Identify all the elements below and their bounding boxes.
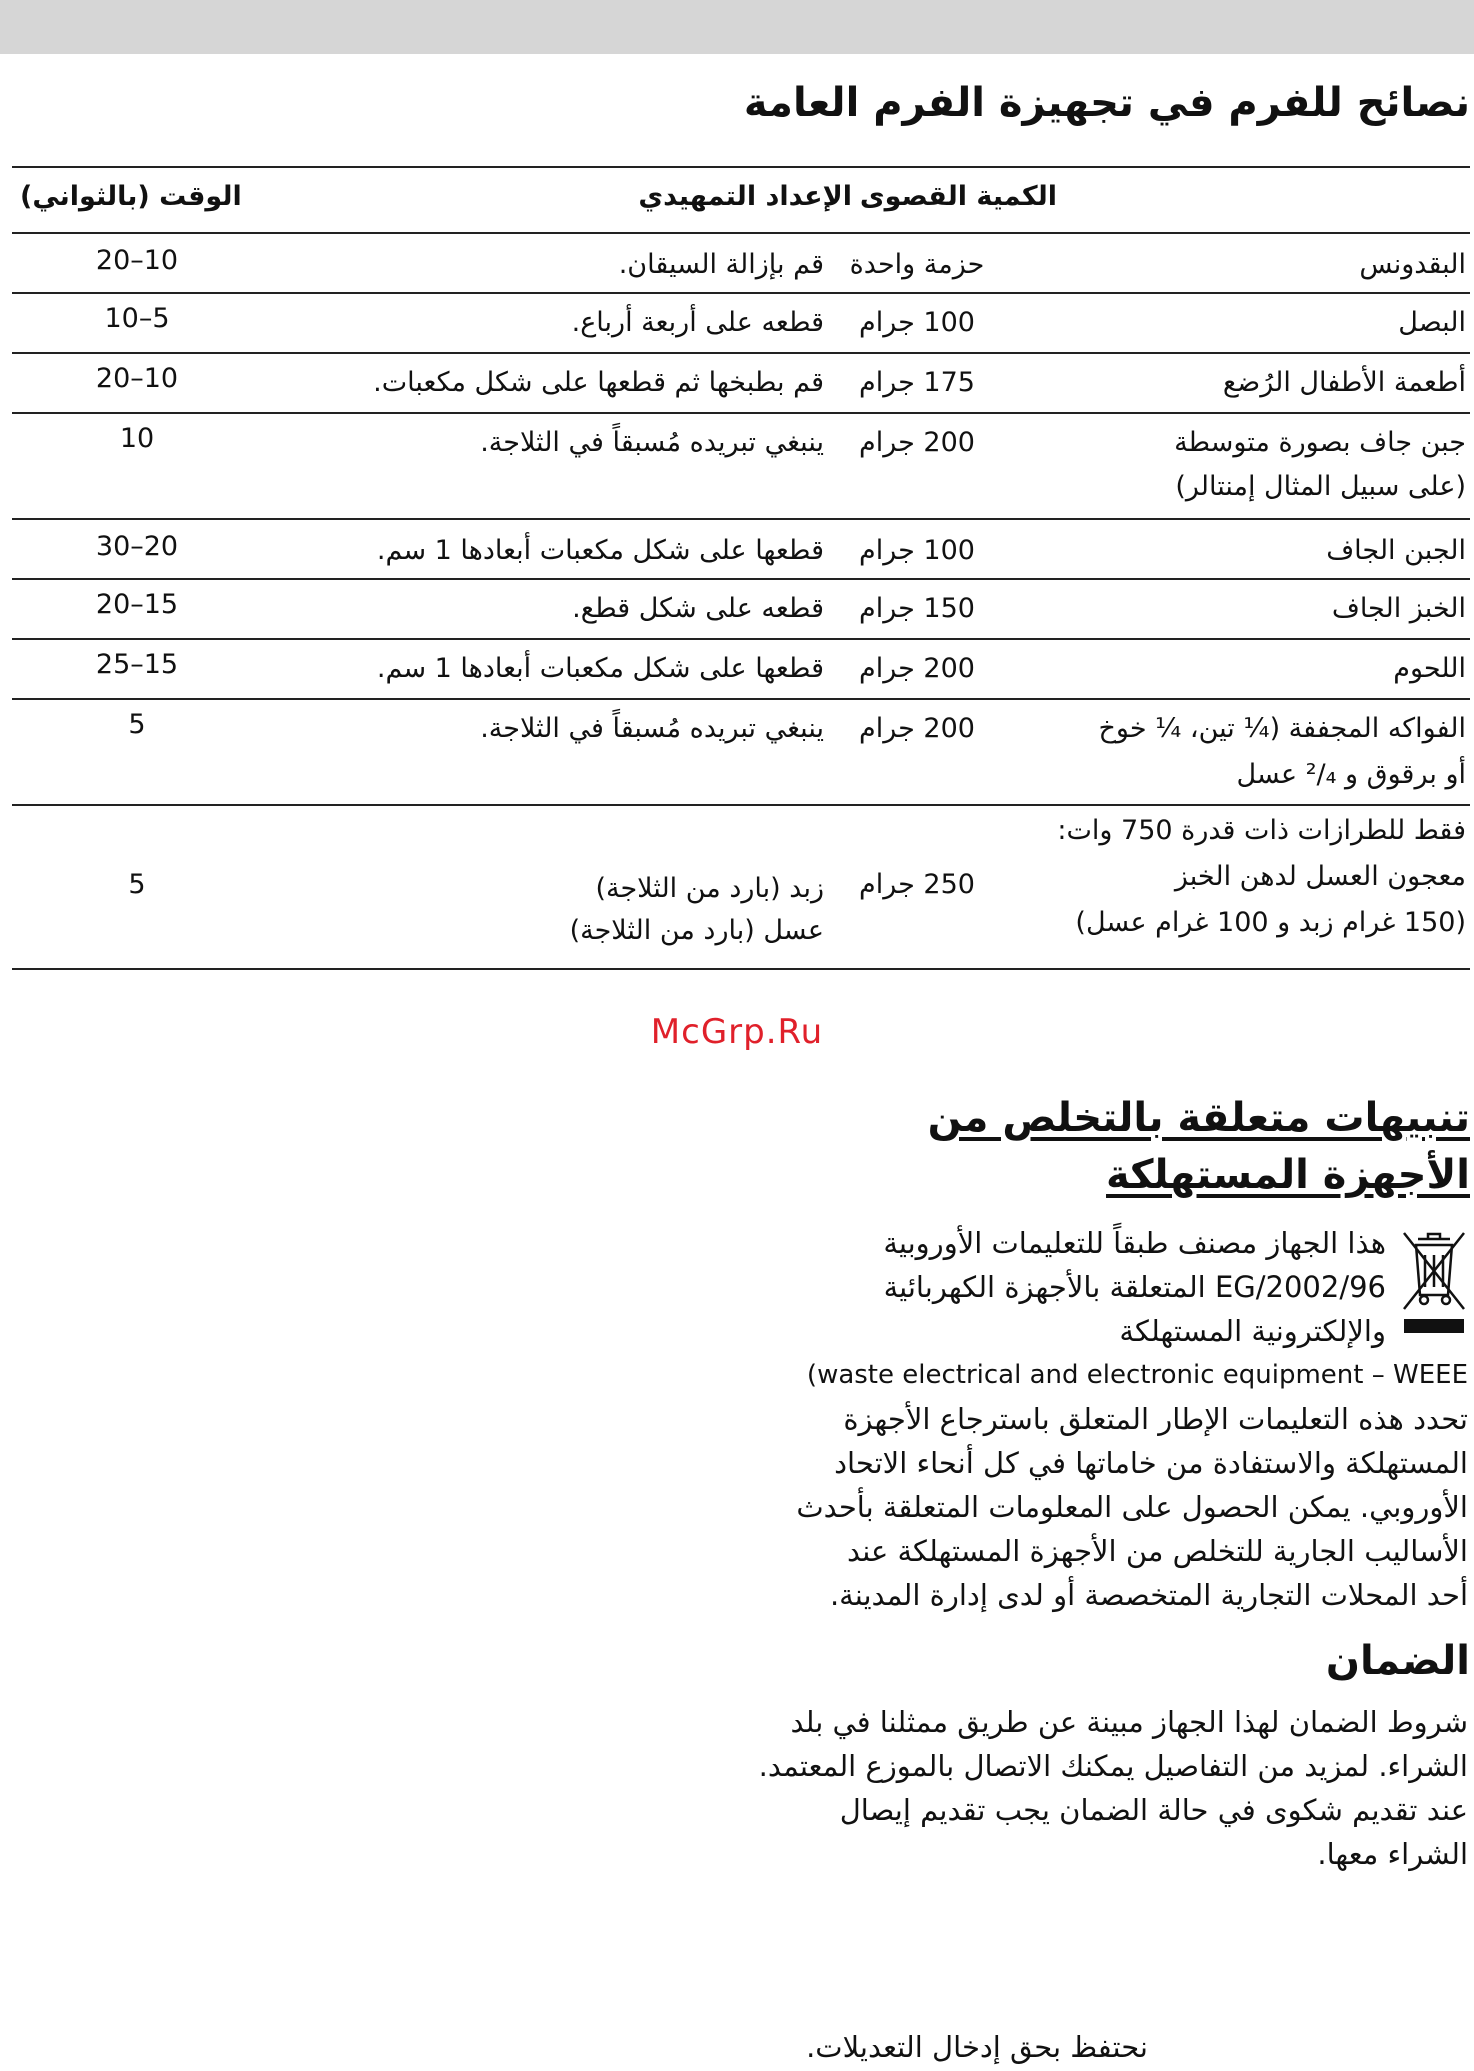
footer-note: نحتفظ بحق إدخال التعديلات.: [806, 2030, 1148, 2064]
cell-food: فقط للطرازات ذات قدرة 750 وات:: [1057, 815, 1466, 846]
chopping-table: [12, 166, 1470, 970]
cell-time: 10–20: [95, 363, 179, 394]
cell-prep-line2: عسل (بارد من الثلاجة): [569, 915, 824, 946]
cell-food: جبن جاف بصورة متوسطة: [1174, 427, 1466, 458]
cell-food: الفواكه المجففة (¼ تين، ¼ خوخ: [1098, 713, 1466, 744]
cell-food: أطعمة الأطفال الرُضع: [1222, 367, 1466, 398]
cell-quantity: 100 جرام: [859, 307, 975, 338]
cell-time: 15–20: [95, 589, 179, 620]
cell-time: 15–25: [95, 649, 179, 680]
cell-food: البقدونس: [1359, 249, 1466, 280]
cell-prep: قطعه على شكل قطع.: [572, 593, 824, 624]
warranty-line: عند تقديم شكوى في حالة الضمان يجب تقديم إيصال: [839, 1793, 1468, 1827]
cell-food-line2: (على سبيل المثال إمنتالر): [1175, 471, 1466, 502]
header-time: الوقت (بالثواني): [20, 181, 242, 212]
table-row: [12, 806, 1470, 970]
disposal-text: [796, 1221, 1468, 1617]
warranty-line: الشراء معها.: [1317, 1837, 1468, 1871]
watermark: McGrp.Ru: [650, 1012, 824, 1052]
cell-quantity: 200 جرام: [859, 653, 975, 684]
cell-prep: قم بطبخها ثم قطعها على شكل مكعبات.: [373, 367, 824, 398]
warranty-line: الشراء. لمزيد من التفاصيل يمكنك الاتصال بالموزع المعتمد.: [758, 1749, 1468, 1783]
table-row: [12, 354, 1470, 414]
disposal-line: 2002/96/EG المتعلقة بالأجهزة الكهربائية: [883, 1270, 1386, 1304]
top-gray-bar: [0, 0, 1474, 54]
cell-quantity: 175 جرام: [859, 367, 975, 398]
table-row: [12, 294, 1470, 354]
cell-food-line3: (150 غرام زبد و 100 غرام عسل): [1075, 907, 1466, 938]
table-header-row: [12, 166, 1470, 234]
table-row: [12, 414, 1470, 520]
cell-prep: قم بإزالة السيقان.: [618, 249, 824, 280]
cell-prep: ينبغي تبريده مُسبقاً في الثلاجة.: [480, 427, 824, 458]
table-row: [12, 640, 1470, 700]
disposal-heading-line1: تنبيهات متعلقة بالتخلص من: [927, 1095, 1470, 1141]
table-row: [12, 700, 1470, 806]
cell-time: 5–10: [104, 303, 170, 334]
warranty-line: شروط الضمان لهذا الجهاز مبينة عن طريق ممثلنا في بلد: [790, 1705, 1468, 1739]
disposal-line: تحدد هذه التعليمات الإطار المتعلق باسترجاع الأجهزة: [843, 1402, 1468, 1436]
cell-food: اللحوم: [1393, 653, 1466, 684]
page-title: نصائح للفرم في تجهيزة الفرم العامة: [743, 80, 1470, 126]
cell-quantity: 100 جرام: [859, 535, 975, 566]
cell-prep: قطعها على شكل مكعبات أبعادها 1 سم.: [376, 535, 824, 566]
cell-quantity: 150 جرام: [859, 593, 975, 624]
disposal-line: المستهلكة والاستفادة من خاماتها في كل أنحاء الاتحاد: [834, 1446, 1468, 1480]
cell-food-line2: معجون العسل لدهن الخبز: [1174, 861, 1466, 892]
cell-quantity: 250 جرام: [859, 869, 975, 900]
disposal-line: والإلكترونية المستهلكة: [1119, 1314, 1386, 1348]
cell-time: 20–30: [95, 531, 179, 562]
disposal-line: (waste electrical and electronic equipment – WEEE: [806, 1360, 1468, 1390]
disposal-line: أحد المحلات التجارية المتخصصة أو لدى إدارة المدينة.: [829, 1578, 1468, 1612]
cell-prep: قطعها على شكل مكعبات أبعادها 1 سم.: [376, 653, 824, 684]
warranty-heading: الضمان: [1325, 1638, 1470, 1684]
cell-prep: زبد (بارد من الثلاجة): [595, 873, 824, 904]
cell-quantity: 200 جرام: [859, 427, 975, 458]
cell-time: 10: [119, 423, 155, 454]
cell-quantity: حزمة واحدة: [849, 249, 985, 280]
cell-time: 10–20: [95, 245, 179, 276]
cell-prep: ينبغي تبريده مُسبقاً في الثلاجة.: [480, 713, 824, 744]
table-row: [12, 234, 1470, 294]
cell-time: 5: [128, 869, 146, 900]
cell-quantity: 200 جرام: [859, 713, 975, 744]
cell-time: 5: [128, 709, 146, 740]
cell-food-line2: أو برقوق و ²/₄ عسل: [1236, 759, 1466, 790]
cell-food: الجبن الجاف: [1326, 535, 1466, 566]
disposal-line: هذا الجهاز مصنف طبقاً للتعليمات الأوروبية: [883, 1226, 1386, 1260]
warranty-text: [759, 1700, 1468, 1876]
disposal-heading-line2: الأجهزة المستهلكة: [1106, 1152, 1470, 1198]
table-row: [12, 580, 1470, 640]
header-quantity: الكمية القصوى: [859, 181, 1057, 212]
table-row: [12, 520, 1470, 580]
cell-food: الخبز الجاف: [1331, 593, 1466, 624]
disposal-line: الأوروبي. يمكن الحصول على المعلومات المتعلقة بأحدث: [796, 1490, 1468, 1524]
cell-prep: قطعه على أربعة أرباع.: [571, 307, 824, 338]
disposal-line: الأساليب الجارية للتخلص من الأجهزة المستهلكة عند: [847, 1534, 1468, 1568]
header-prep: الإعداد التمهيدي: [638, 181, 852, 212]
cell-food: البصل: [1398, 307, 1466, 338]
